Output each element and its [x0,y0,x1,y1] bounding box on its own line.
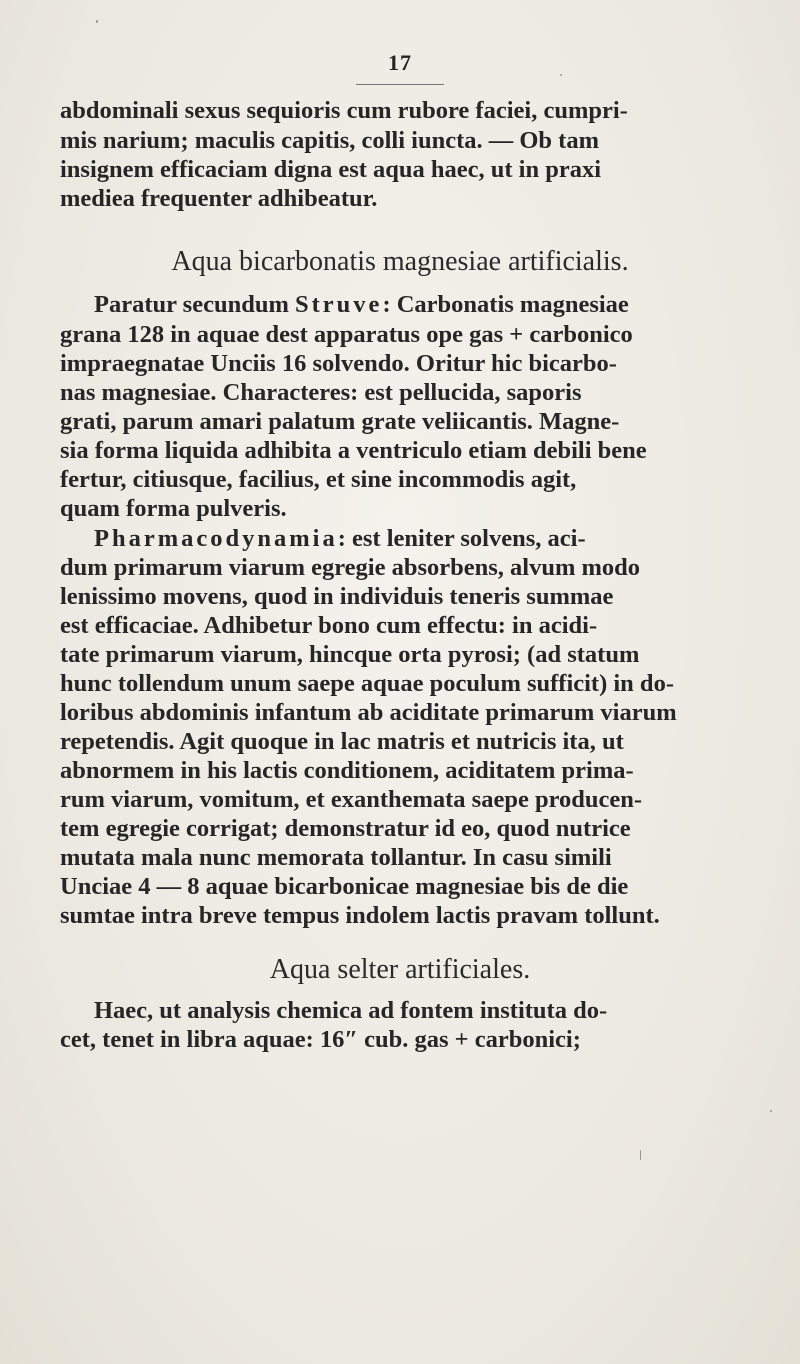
text-line: rum viarum, vomitum, et exanthemata saepe producen- [60,786,643,813]
text-line: grana 128 in aquae dest apparatus ope gas + carbonico [60,321,633,348]
text-span: : Carbonatis magnesiae [382,291,629,318]
section-heading: Aqua selter artificiales. [269,954,531,985]
term-label: Pharmacodynamia [94,525,338,552]
text-line: dum primarum viarum egregie absorbens, alvum modo [60,554,641,581]
text-line: lenissimo movens, quod in individuis teneris summae [60,583,614,610]
text-line: repetendis. Agit quoque in lac matris et nutricis ita, ut [60,728,624,755]
text-line: tem egregie corrigat; demonstratur id eo, quod nutrice [60,815,631,842]
text-line: hunc tollendum unum saepe aquae poculum sufficit) in do- [60,670,674,697]
header-rule [356,84,444,85]
text-line: impraegnatae Unciis 16 solvendo. Oritur hic bicarbo- [60,350,617,377]
text-line: nas magnesiae. Characteres: est pellucida, saporis [60,379,582,406]
section-heading: Aqua bicarbonatis magnesiae artificialis. [171,246,629,277]
author-name: Struve [295,291,383,318]
text-span: Paratur secundum [94,291,296,318]
paper-speck [640,1150,641,1160]
text-line: quam forma pulveris. [60,495,287,522]
text-line: fertur, citiusque, facilius, et sine incommodis agit, [60,466,577,493]
text-line: insignem efficaciam digna est aqua haec, ut in praxi [60,156,602,183]
text-span: : est leniter solvens, aci- [337,525,586,552]
text-line: tate primarum viarum, hincque orta pyrosi; (ad statum [60,641,640,668]
text-line: sumtae intra breve tempus indolem lactis pravam tollunt. [60,902,660,929]
text-line: sia forma liquida adhibita a ventriculo etiam debili bene [60,437,647,464]
text-line [94,524,586,554]
text-line: cet, tenet in libra aquae: 16″ cub. gas + carbonici; [60,1026,581,1053]
text-line: mis narium; maculis capitis, colli iuncta. — Ob tam [60,127,599,154]
text-line: Haec, ut analysis chemica ad fontem instituta do- [94,997,608,1024]
text-line [94,290,629,320]
text-line: mediea frequenter adhibeatur. [60,185,378,212]
text-line: grati, parum amari palatum grate veliicantis. Magne- [60,408,620,435]
paper-speck [770,1110,772,1112]
text-line: mutata mala nunc memorata tollantur. In casu simili [60,844,612,871]
paper-speck [96,20,98,23]
text-line: abnormem in his lactis conditionem, aciditatem prima- [60,757,634,784]
page-number: 17 [388,50,412,75]
text-line: Unciae 4 — 8 aquae bicarbonicae magnesiae bis de die [60,873,629,900]
text-line: abdominali sexus sequioris cum rubore faciei, cumpri- [60,97,628,124]
text-line: est efficaciae. Adhibetur bono cum effectu: in acidi- [60,612,598,639]
text-line: loribus abdominis infantum ab aciditate primarum viarum [60,699,677,726]
paper-speck [560,74,562,76]
